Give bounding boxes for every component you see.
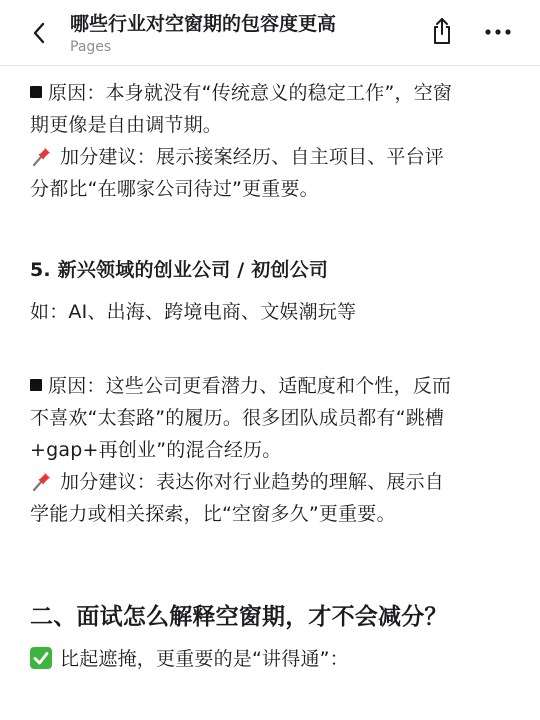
pushpin-icon	[30, 144, 54, 168]
black-square-icon	[30, 379, 42, 391]
page-subtitle: Pages	[70, 39, 112, 55]
share-button[interactable]	[426, 14, 458, 48]
share-icon	[430, 17, 454, 45]
text-line: 学能力或相关探索，比“空窗多久”更重要。	[30, 503, 396, 525]
text-line: 如：AI、出海、跨境电商、文娱潮玩等	[30, 301, 357, 323]
ellipsis-icon	[485, 29, 511, 35]
text-line: 加分建议：展示接案经历、自主项目、平台评	[30, 142, 444, 170]
text-line: 期更像是自由调节期。	[30, 114, 223, 136]
section-title: 二、面试怎么解释空窗期，才不会减分？	[30, 604, 448, 630]
text-line: 不喜欢“太套路”的履历。很多团队成员都有“跳槽	[30, 407, 445, 429]
text-line: 比起遮掩，更重要的是“讲得通”：	[30, 644, 349, 671]
black-square-icon	[30, 86, 42, 98]
section-heading: 5. 新兴领域的创业公司 / 初创公司	[30, 259, 329, 281]
pushpin-icon	[30, 469, 54, 493]
page-title: 哪些行业对空窗期的包容度更高	[70, 13, 337, 35]
check-mark-icon	[30, 647, 52, 669]
back-button[interactable]	[22, 16, 56, 50]
text-line: 原因：本身就没有“传统意义的稳定工作”，空窗	[30, 78, 452, 105]
text-line: +gap+再创业”的混合经历。	[30, 439, 282, 461]
more-button[interactable]	[480, 18, 516, 46]
text-line: 加分建议：表达你对行业趋势的理解、展示自	[30, 467, 444, 495]
chevron-left-icon	[32, 21, 46, 45]
text-line: 分都比“在哪家公司待过”更重要。	[30, 178, 319, 200]
navigation-bar	[0, 0, 540, 66]
text-line: 原因：这些公司更看潜力、适配度和个性，反而	[30, 371, 451, 398]
